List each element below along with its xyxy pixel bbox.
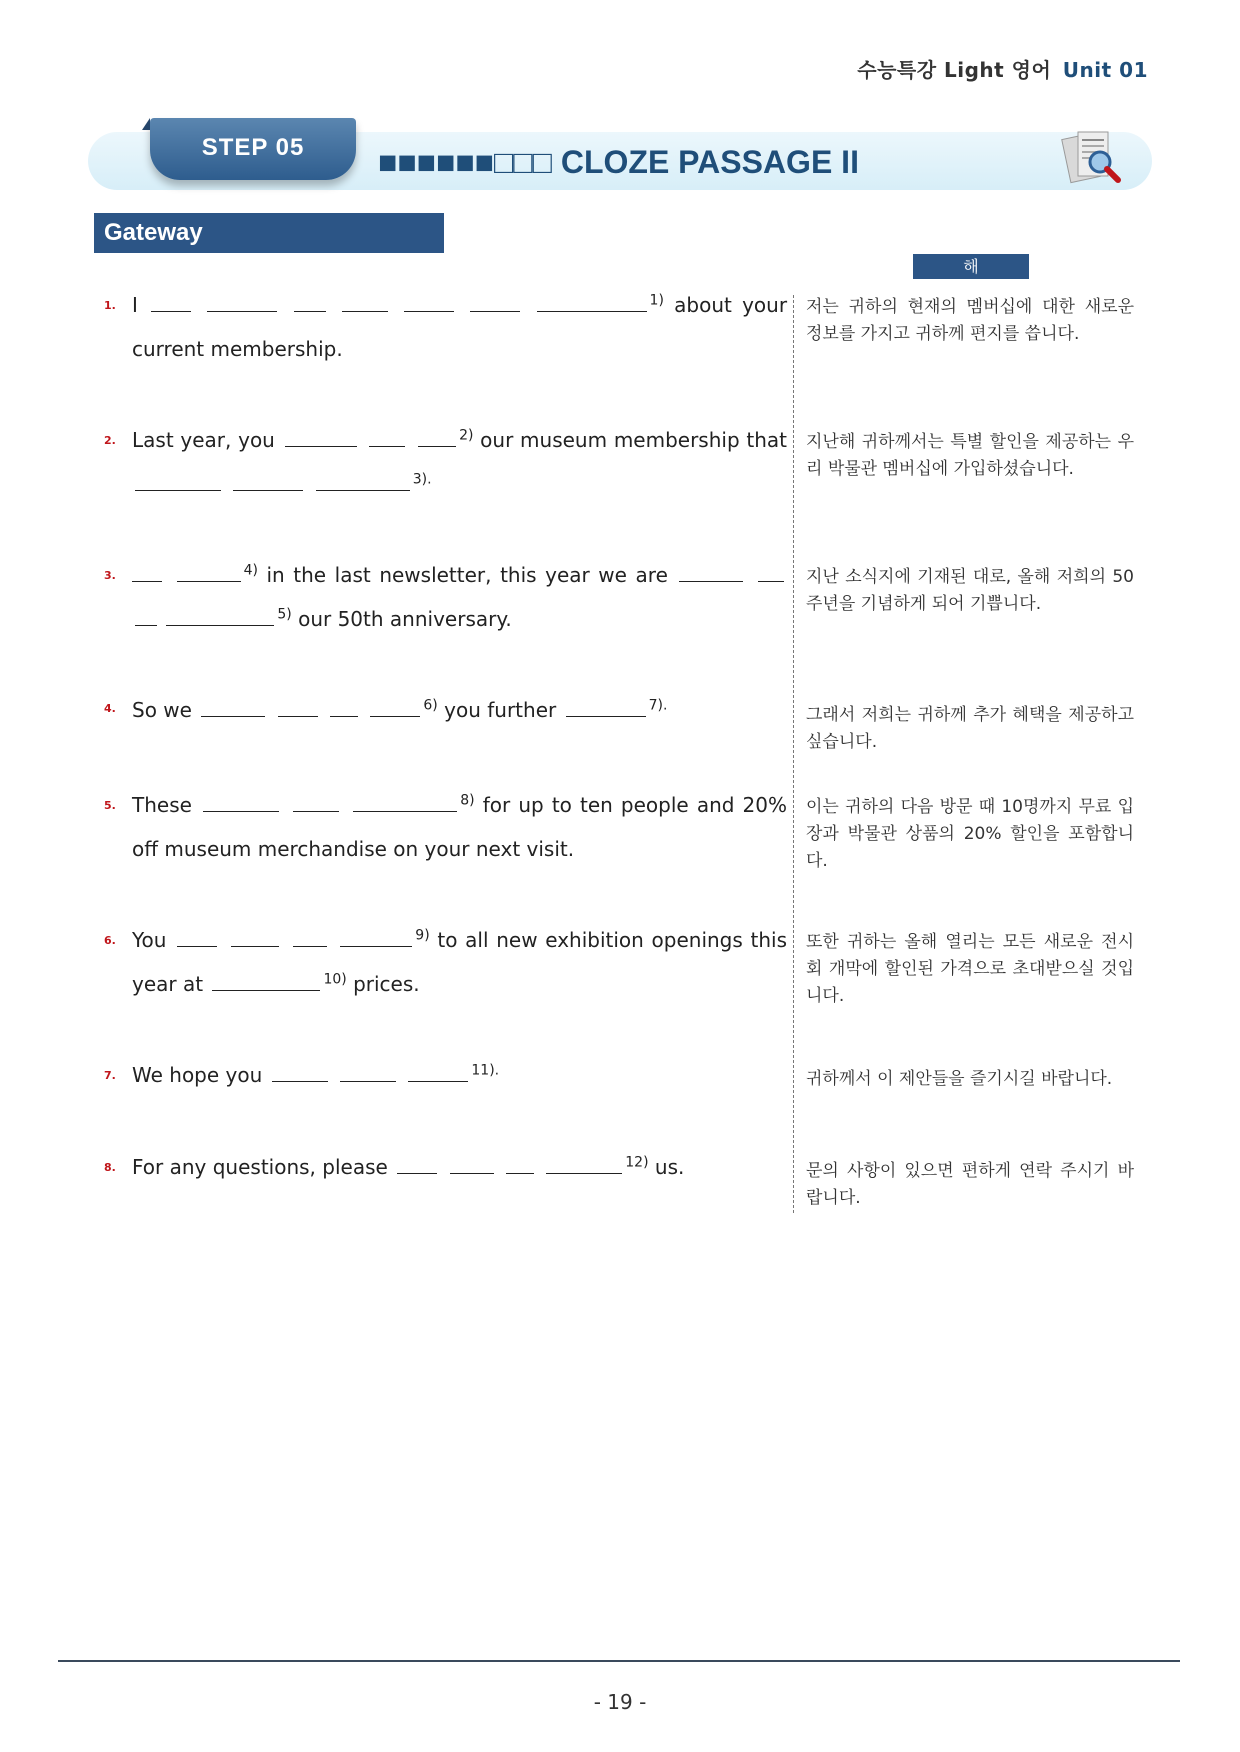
column-divider [793,295,794,1213]
blank-number: 11). [471,1062,500,1079]
answer-blank[interactable] [397,1151,437,1174]
text-fragment: year at [132,972,204,996]
answer-blank[interactable] [340,924,412,947]
text-fragment: for up to ten people and 20% [482,793,788,817]
answer-blank[interactable] [450,1151,494,1174]
answer-blank[interactable] [132,559,162,582]
answer-blank[interactable] [506,1151,534,1174]
answer-blank[interactable] [231,924,279,947]
footer-divider [58,1660,1180,1662]
translation-5: 이는 귀하의 다음 방문 때 10명까지 무료 입장과 박물관 상품의 20% 할인을 포함합니다. [806,797,1134,871]
book-name: 수능특강 Light 영어 [857,58,1052,82]
question-text [132,418,787,506]
answer-blank[interactable] [330,694,358,717]
answer-blank[interactable] [294,289,326,312]
banner-title: ■■■■■■□□□ CLOZE PASSAGE II [378,144,859,180]
text-fragment: our museum membership that [480,428,787,452]
text-fragment: off museum merchandise on your next visit. [132,837,575,861]
blank-number: 8) [460,792,475,809]
answer-blank[interactable] [293,789,339,812]
question-text [132,283,787,371]
question-number: 2. [104,434,116,447]
blank-number: 7). [648,697,668,714]
page-number: - 19 - [593,1690,647,1714]
question-number: 6. [104,934,116,947]
answer-blank[interactable] [404,289,454,312]
unit-label: Unit 01 [1062,58,1148,82]
blank-number: 1) [649,292,664,309]
text-fragment: Last year, you [132,428,275,452]
translation-3: 지난 소식지에 기재된 대로, 올해 저희의 50주년을 기념하게 되어 기쁩니다. [806,567,1134,614]
answer-blank[interactable] [353,789,457,812]
answer-blank[interactable] [418,424,456,447]
question-text [132,688,787,732]
answer-blank[interactable] [369,424,405,447]
text-fragment: You [132,928,167,952]
text-fragment: you further [444,698,557,722]
answer-blank[interactable] [370,694,420,717]
translation-4: 그래서 저희는 귀하께 추가 혜택을 제공하고 싶습니다. [806,705,1134,752]
answer-blank[interactable] [272,1059,328,1082]
answer-blank[interactable] [177,559,241,582]
answer-blank[interactable] [537,289,647,312]
text-fragment: our 50th anniversary. [298,607,512,631]
text-fragment: about your [674,293,788,317]
translation-1: 저는 귀하의 현재의 멤버십에 대한 새로운 정보를 가지고 귀하께 편지를 씁니다. [806,297,1134,344]
answer-blank[interactable] [201,694,265,717]
answer-blank[interactable] [566,694,646,717]
newspaper-magnifier-icon [1060,126,1126,188]
answer-blank[interactable] [212,968,320,991]
text-fragment: prices. [353,972,420,996]
answer-blank[interactable] [342,289,388,312]
answer-blank[interactable] [177,924,217,947]
translation-7: 귀하께서 이 제안들을 즐기시길 바랍니다. [806,1069,1113,1089]
text-fragment: These [132,793,192,817]
question-text [132,783,787,871]
blank-number: 2) [459,427,474,444]
blank-number: 9) [415,927,430,944]
blank-number: 3). [412,471,432,488]
blank-number: 6) [423,697,438,714]
text-fragment: We hope you [132,1063,263,1087]
gateway-heading: Gateway [94,213,444,253]
answer-blank[interactable] [758,559,784,582]
translation-label: 해 석 [913,254,1029,279]
translation-8: 문의 사항이 있으면 편하게 연락 주시기 바랍니다. [806,1161,1134,1208]
answer-blank[interactable] [151,289,191,312]
answer-blank[interactable] [546,1151,622,1174]
answer-blank[interactable] [166,603,274,626]
question-number: 1. [104,299,116,312]
blank-number: 12) [625,1154,649,1171]
text-fragment: us. [654,1155,685,1179]
answer-blank[interactable] [285,424,357,447]
translation-2: 지난해 귀하께서는 특별 할인을 제공하는 우리 박물관 멤버십에 가입하셨습니다. [806,432,1134,479]
answer-blank[interactable] [340,1059,396,1082]
answer-blank[interactable] [408,1059,468,1082]
answer-blank[interactable] [135,468,221,491]
header-book-title [857,54,1148,83]
text-fragment: I [132,293,138,317]
question-number: 4. [104,702,116,715]
answer-blank[interactable] [207,289,277,312]
step-tab: STEP 05 [150,118,356,180]
question-text [132,553,787,641]
blank-number: 5) [277,606,292,623]
answer-blank[interactable] [470,289,520,312]
answer-blank[interactable] [316,468,410,491]
question-number: 5. [104,799,116,812]
text-fragment: current membership. [132,337,343,361]
answer-blank[interactable] [293,924,327,947]
answer-blank[interactable] [233,468,303,491]
text-fragment: in the last newsletter, this year we are [266,563,668,587]
answer-blank[interactable] [679,559,743,582]
question-number: 7. [104,1069,116,1082]
answer-blank[interactable] [135,603,157,626]
translation-6: 또한 귀하는 올해 열리는 모든 새로운 전시회 개막에 할인된 가격으로 초대받으실 것입니다. [806,932,1134,1006]
question-text [132,1145,787,1189]
text-fragment: For any questions, please [132,1155,388,1179]
blank-number: 4) [243,562,258,579]
answer-blank[interactable] [203,789,279,812]
text-fragment: to all new exhibition openings this [437,928,787,952]
question-number: 3. [104,569,116,582]
question-number: 8. [104,1161,116,1174]
question-text [132,918,787,1006]
text-fragment: So we [132,698,192,722]
question-text [132,1053,787,1097]
answer-blank[interactable] [278,694,318,717]
blank-number: 10) [323,971,347,988]
